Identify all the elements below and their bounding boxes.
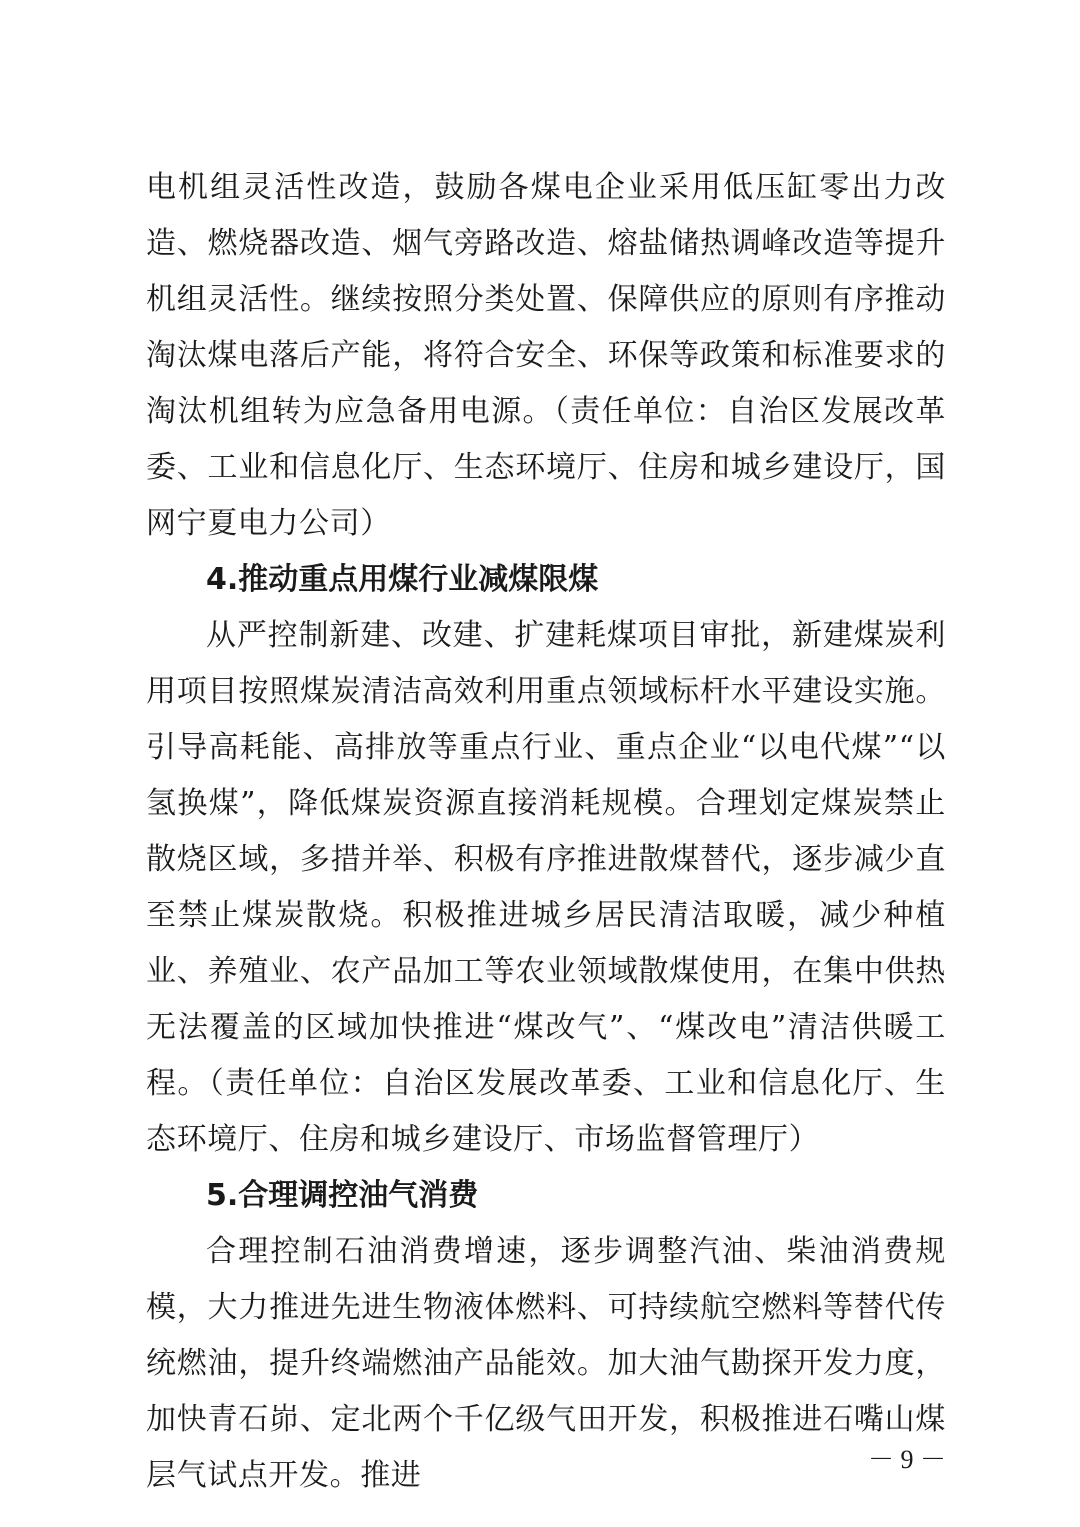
paragraph-coal-power-flexibility: 电机组灵活性改造，鼓励各煤电企业采用低压缸零出力改造、燃烧器改造、烟气旁路改造、熔盐储热调峰改造等提升机组灵活性。继续按照分类处置、保障供应的原则有序推动淘汰煤电落后产能，将符合安全、环保等政策和标准要求的淘汰机组转为应急备用电源。（责任单位：自治区发展改革委、工业和信息化厅、生态环境厅、住房和城乡建设厅，国网宁夏电力公司） bbox=[146, 170, 946, 541]
document-body bbox=[146, 160, 946, 1504]
section-heading-5: 5.合理调控油气消费 bbox=[206, 1178, 479, 1213]
section-heading-4: 4.推动重点用煤行业减煤限煤 bbox=[206, 562, 599, 597]
paragraph-coal-reduction: 从严控制新建、改建、扩建耗煤项目审批，新建煤炭利用项目按照煤炭清洁高效利用重点领域标杆水平建设实施。引导高耗能、高排放等重点行业、重点企业“以电代煤”“以氢换煤”，降低煤炭资源直接消耗规模。合理划定煤炭禁止散烧区域，多措并举、积极有序推进散煤替代，逐步减少直至禁止煤炭散烧。积极推进城乡居民清洁取暖，减少种植业、养殖业、农产品加工等农业领域散煤使用，在集中供热无法覆盖的区域加快推进“煤改气”、“煤改电”清洁供暖工程。（责任单位：自治区发展改革委、工业和信息化厅、生态环境厅、住房和城乡建设厅、市场监督管理厅） bbox=[146, 618, 946, 1157]
paragraph-oil-gas: 合理控制石油消费增速，逐步调整汽油、柴油消费规模，大力推进先进生物液体燃料、可持续航空燃料等替代传统燃油，提升终端燃油产品能效。加大油气勘探开发力度，加快青石峁、定北两个千亿级气田开发，积极推进石嘴山煤层气试点开发。推进 bbox=[146, 1234, 946, 1493]
page-number: － 9 － bbox=[868, 1445, 947, 1474]
